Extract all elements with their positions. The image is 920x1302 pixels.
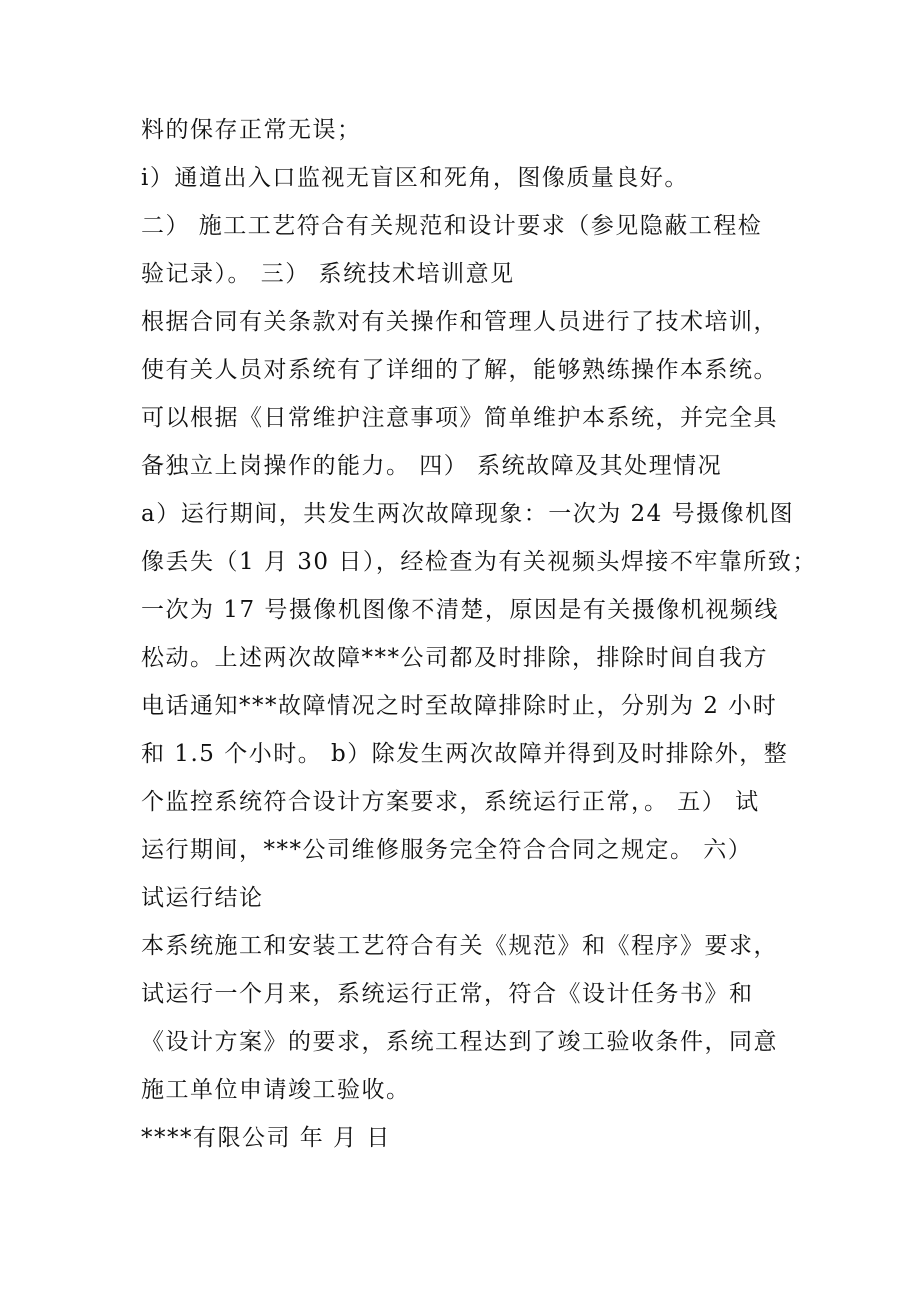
text-line: 《设计方案》的要求，系统工程达到了竣工验收条件，同意 [141, 1029, 778, 1055]
text-line: 个监控系统符合设计方案要求，系统运行正常，。 五） 试 [141, 789, 760, 815]
text-line: 运行期间，***公司维修服务完全符合合同之规定。 六） [141, 837, 753, 863]
text-line: 使有关人员对系统有了详细的了解，能够熟练操作本系统。 [141, 357, 778, 383]
document-body [141, 106, 817, 1162]
text-line: 施工单位申请竣工验收。 [141, 1077, 411, 1103]
text-line: 验记录）。 三） 系统技术培训意见 [141, 261, 515, 287]
text-line: 料的保存正常无误； [141, 117, 362, 143]
text-line: 备独立上岗操作的能力。 四） 系统故障及其处理情况 [141, 453, 723, 479]
text-line: a）运行期间，共发生两次故障现象：一次为 24 号摄像机图 [141, 501, 795, 527]
text-line: 像丢失（1 月 30 日），经检查为有关视频头焊接不牢靠所致； [141, 549, 817, 575]
text-line: i）通道出入口监视无盲区和死角，图像质量良好。 [141, 165, 689, 191]
text-line: 二） 施工工艺符合有关规范和设计要求（参见隐蔽工程检 [141, 213, 763, 239]
text-line: 试运行结论 [141, 885, 264, 911]
text-line: 和 1.5 个小时。 b）除发生两次故障并得到及时排除外，整 [141, 741, 789, 767]
text-line: 松动。上述两次故障***公司都及时排除，排除时间自我方 [141, 645, 768, 671]
signature-line: ****有限公司 年 月 日 [141, 1125, 391, 1151]
text-line: 一次为 17 号摄像机图像不清楚，原因是有关摄像机视频线 [141, 597, 779, 623]
text-line: 电话通知***故障情况之时至故障排除时止，分别为 2 小时 [141, 693, 778, 719]
text-line: 可以根据《日常维护注意事项》简单维护本系统，并完全具 [141, 405, 778, 431]
text-line: 试运行一个月来，系统运行正常，符合《设计任务书》和 [141, 981, 754, 1007]
text-line: 根据合同有关条款对有关操作和管理人员进行了技术培训， [141, 309, 778, 335]
text-line: 本系统施工和安装工艺符合有关《规范》和《程序》要求， [141, 933, 778, 959]
